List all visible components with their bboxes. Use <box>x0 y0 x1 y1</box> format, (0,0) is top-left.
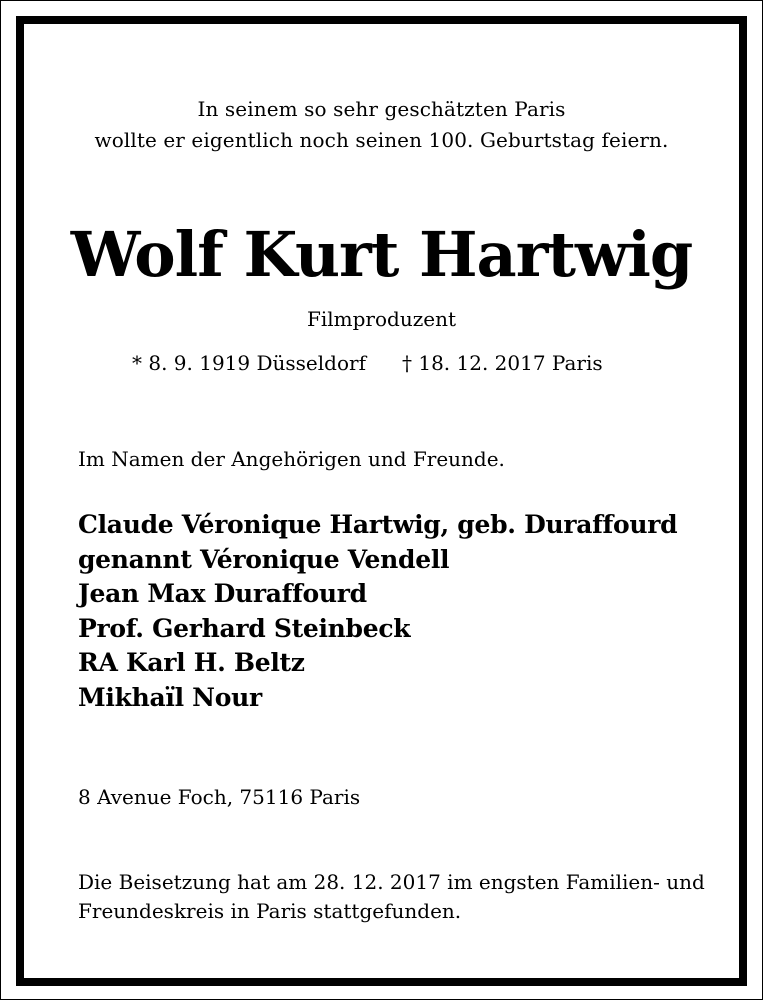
intro-line: In seinem so sehr geschätzten Paris <box>197 97 566 121</box>
deceased-name: Wolf Kurt Hartwig <box>70 218 693 291</box>
mourner-name: Jean Max Duraffourd <box>78 579 367 608</box>
mourner-name: Prof. Gerhard Steinbeck <box>78 613 411 643</box>
funeral-line: Freundeskreis in Paris stattgefunden. <box>78 899 462 923</box>
death-date: † 18. 12. 2017 Paris <box>401 351 603 375</box>
mourner-name: genannt Véronique Vendell <box>78 544 450 574</box>
intro-line: wollte er eigentlich noch seinen 100. Geburtstag feiern. <box>94 128 669 152</box>
funeral-line: Die Beisetzung hat am 28. 12. 2017 im engsten Familien- und <box>78 870 705 894</box>
mourner-name: Claude Véronique Hartwig, geb. Duraffourd <box>78 510 678 539</box>
profession: Filmproduzent <box>306 307 456 331</box>
life-dates <box>132 348 603 378</box>
birth-date: * 8. 9. 1919 Düsseldorf <box>132 351 366 375</box>
mourner-name: RA Karl H. Beltz <box>78 648 305 677</box>
obituary-frame <box>16 16 747 986</box>
funeral-notice <box>78 868 705 926</box>
mourner-name: Mikhaïl Nour <box>78 682 262 712</box>
intro-text <box>24 94 739 156</box>
address: 8 Avenue Foch, 75116 Paris <box>78 785 361 809</box>
family-intro: Im Namen der Angehörigen und Freunde. <box>78 447 505 471</box>
mourners-list <box>78 508 677 715</box>
